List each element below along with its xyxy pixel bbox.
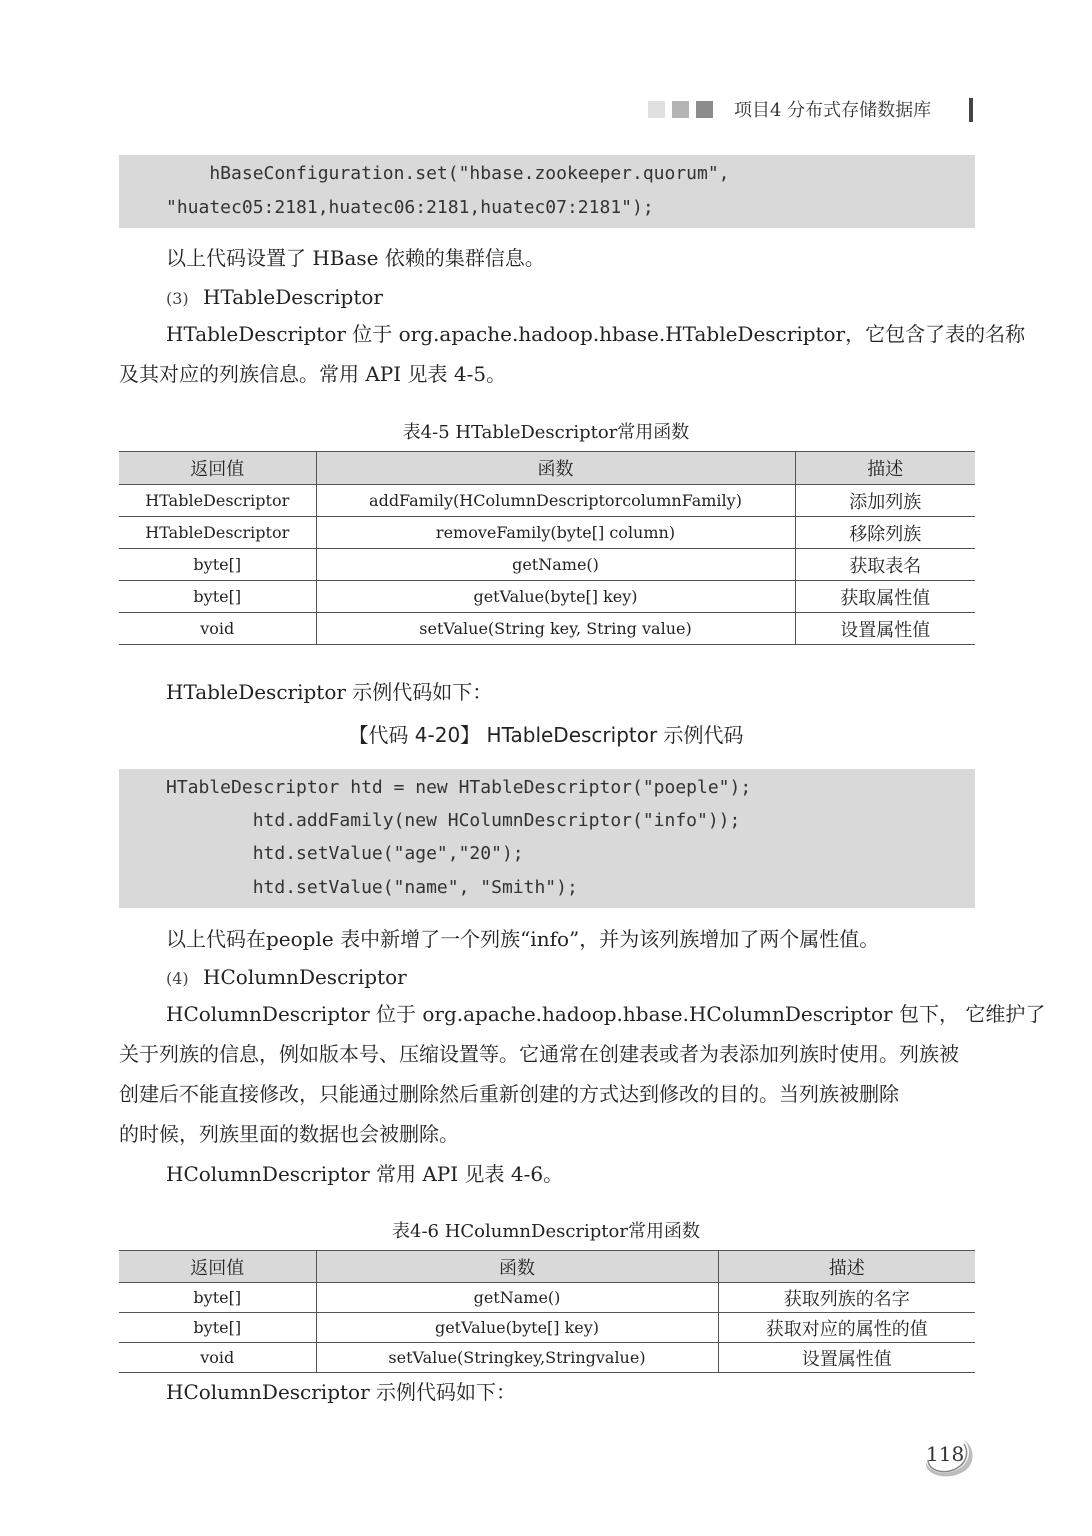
cell-desc: 获取列族的名字 [718, 1283, 975, 1313]
table-row [119, 1313, 975, 1343]
table-hcolumndescriptor [119, 1250, 975, 1373]
code-line: "huatec05:2181,huatec06:2181,huatec07:2181"); [166, 197, 654, 218]
col-header: 返回值 [119, 1251, 316, 1283]
cell-return: HTableDescriptor [119, 485, 316, 517]
section-heading-4 [166, 963, 407, 993]
cell-function: removeFamily(byte[] column) [316, 517, 795, 549]
section-title: HTableDescriptor [203, 285, 383, 309]
paragraph-hcd-example: HColumnDescriptor 示例代码如下： [166, 1380, 516, 1404]
code-line: htd.addFamily(new HColumnDescriptor("info")); [166, 810, 741, 831]
paragraph-htd-example: HTableDescriptor 示例代码如下： [166, 680, 493, 704]
table-row [119, 485, 975, 517]
cell-desc: 设置属性值 [718, 1343, 975, 1373]
table-row [119, 517, 975, 549]
section-number: (3) [166, 289, 189, 308]
table-row [119, 581, 975, 613]
table-htabledescriptor [119, 451, 975, 645]
cell-function: setValue(String key, String value) [316, 613, 795, 645]
code-line: HTableDescriptor htd = new HTableDescriptor("poeple"); [166, 777, 752, 798]
page-number-badge [920, 1432, 978, 1482]
cell-return: byte[] [119, 549, 316, 581]
paragraph-cluster-info: 以上代码设置了 HBase 依赖的集群信息。 [166, 246, 545, 270]
cell-function: getName() [316, 1283, 718, 1313]
table-caption-4-5: 表4-5 HTableDescriptor常用函数 [402, 422, 690, 443]
section-number: (4) [166, 969, 189, 988]
header-bar [969, 98, 973, 122]
running-header [648, 96, 931, 122]
header-square-dark [696, 101, 713, 118]
cell-desc: 添加列族 [795, 485, 975, 517]
col-header: 返回值 [119, 452, 316, 485]
cell-desc: 设置属性值 [795, 613, 975, 645]
cell-function: setValue(Stringkey,Stringvalue) [316, 1343, 718, 1373]
code-block-htd [119, 769, 975, 908]
cell-desc: 获取属性值 [795, 581, 975, 613]
header-square-light [648, 101, 665, 118]
table-header-row [119, 1251, 975, 1283]
cell-function: getName() [316, 549, 795, 581]
table-row [119, 549, 975, 581]
header-square-mid [672, 101, 689, 118]
col-header: 函数 [316, 452, 795, 485]
table-header-row [119, 452, 975, 485]
section-title: HColumnDescriptor [203, 965, 407, 989]
code-line: htd.setValue("name", "Smith"); [166, 877, 578, 898]
table-row [119, 1343, 975, 1373]
cell-return: void [119, 613, 316, 645]
paragraph-hcd-line3: 创建后不能直接修改，只能通过删除然后重新创建的方式达到修改的目的。当列族被删除 [119, 1082, 899, 1106]
code-line: htd.setValue("age","20"); [166, 843, 524, 864]
cell-return: byte[] [119, 1313, 316, 1343]
cell-desc: 移除列族 [795, 517, 975, 549]
page-number: 118 [926, 1442, 965, 1466]
col-header: 函数 [316, 1251, 718, 1283]
paragraph-hcd-line4: 的时候，列族里面的数据也会被删除。 [119, 1122, 459, 1146]
table-row [119, 1283, 975, 1313]
col-header: 描述 [795, 452, 975, 485]
code-line: hBaseConfiguration.set("hbase.zookeeper.quorum", [166, 163, 730, 184]
col-header: 描述 [718, 1251, 975, 1283]
paragraph-people-table: 以上代码在people 表中新增了一个列族“info”，并为该列族增加了两个属性值。 [166, 927, 880, 951]
cell-return: byte[] [119, 581, 316, 613]
code-title: 【代码 4-20】 HTableDescriptor 示例代码 [348, 723, 744, 747]
section-heading-3 [166, 283, 383, 313]
paragraph-htd-line2: 及其对应的列族信息。常用 API 见表 4-5。 [119, 362, 507, 386]
cell-desc: 获取表名 [795, 549, 975, 581]
cell-function: getValue(byte[] key) [316, 581, 795, 613]
cell-return: void [119, 1343, 316, 1373]
cell-function: addFamily(HColumnDescriptorcolumnFamily) [316, 485, 795, 517]
paragraph-hcd-api: HColumnDescriptor 常用 API 见表 4-6。 [166, 1162, 564, 1186]
paragraph-hcd-line2: 关于列族的信息，例如版本号、压缩设置等。它通常在创建表或者为表添加列族时使用。列族被 [119, 1042, 959, 1066]
table-caption-4-6: 表4-6 HColumnDescriptor常用函数 [392, 1221, 700, 1242]
paragraph-htd-line1: HTableDescriptor 位于 org.apache.hadoop.hbase.HTableDescriptor，它包含了表的名称 [166, 322, 1026, 346]
table-row [119, 613, 975, 645]
code-block-config [119, 155, 975, 228]
cell-return: byte[] [119, 1283, 316, 1313]
header-title: 项目4 分布式存储数据库 [734, 100, 932, 121]
cell-desc: 获取对应的属性的值 [718, 1313, 975, 1343]
cell-return: HTableDescriptor [119, 517, 316, 549]
paragraph-hcd-line1: HColumnDescriptor 位于 org.apache.hadoop.hbase.HColumnDescriptor 包下， 它维护了 [166, 1002, 1046, 1026]
cell-function: getValue(byte[] key) [316, 1313, 718, 1343]
